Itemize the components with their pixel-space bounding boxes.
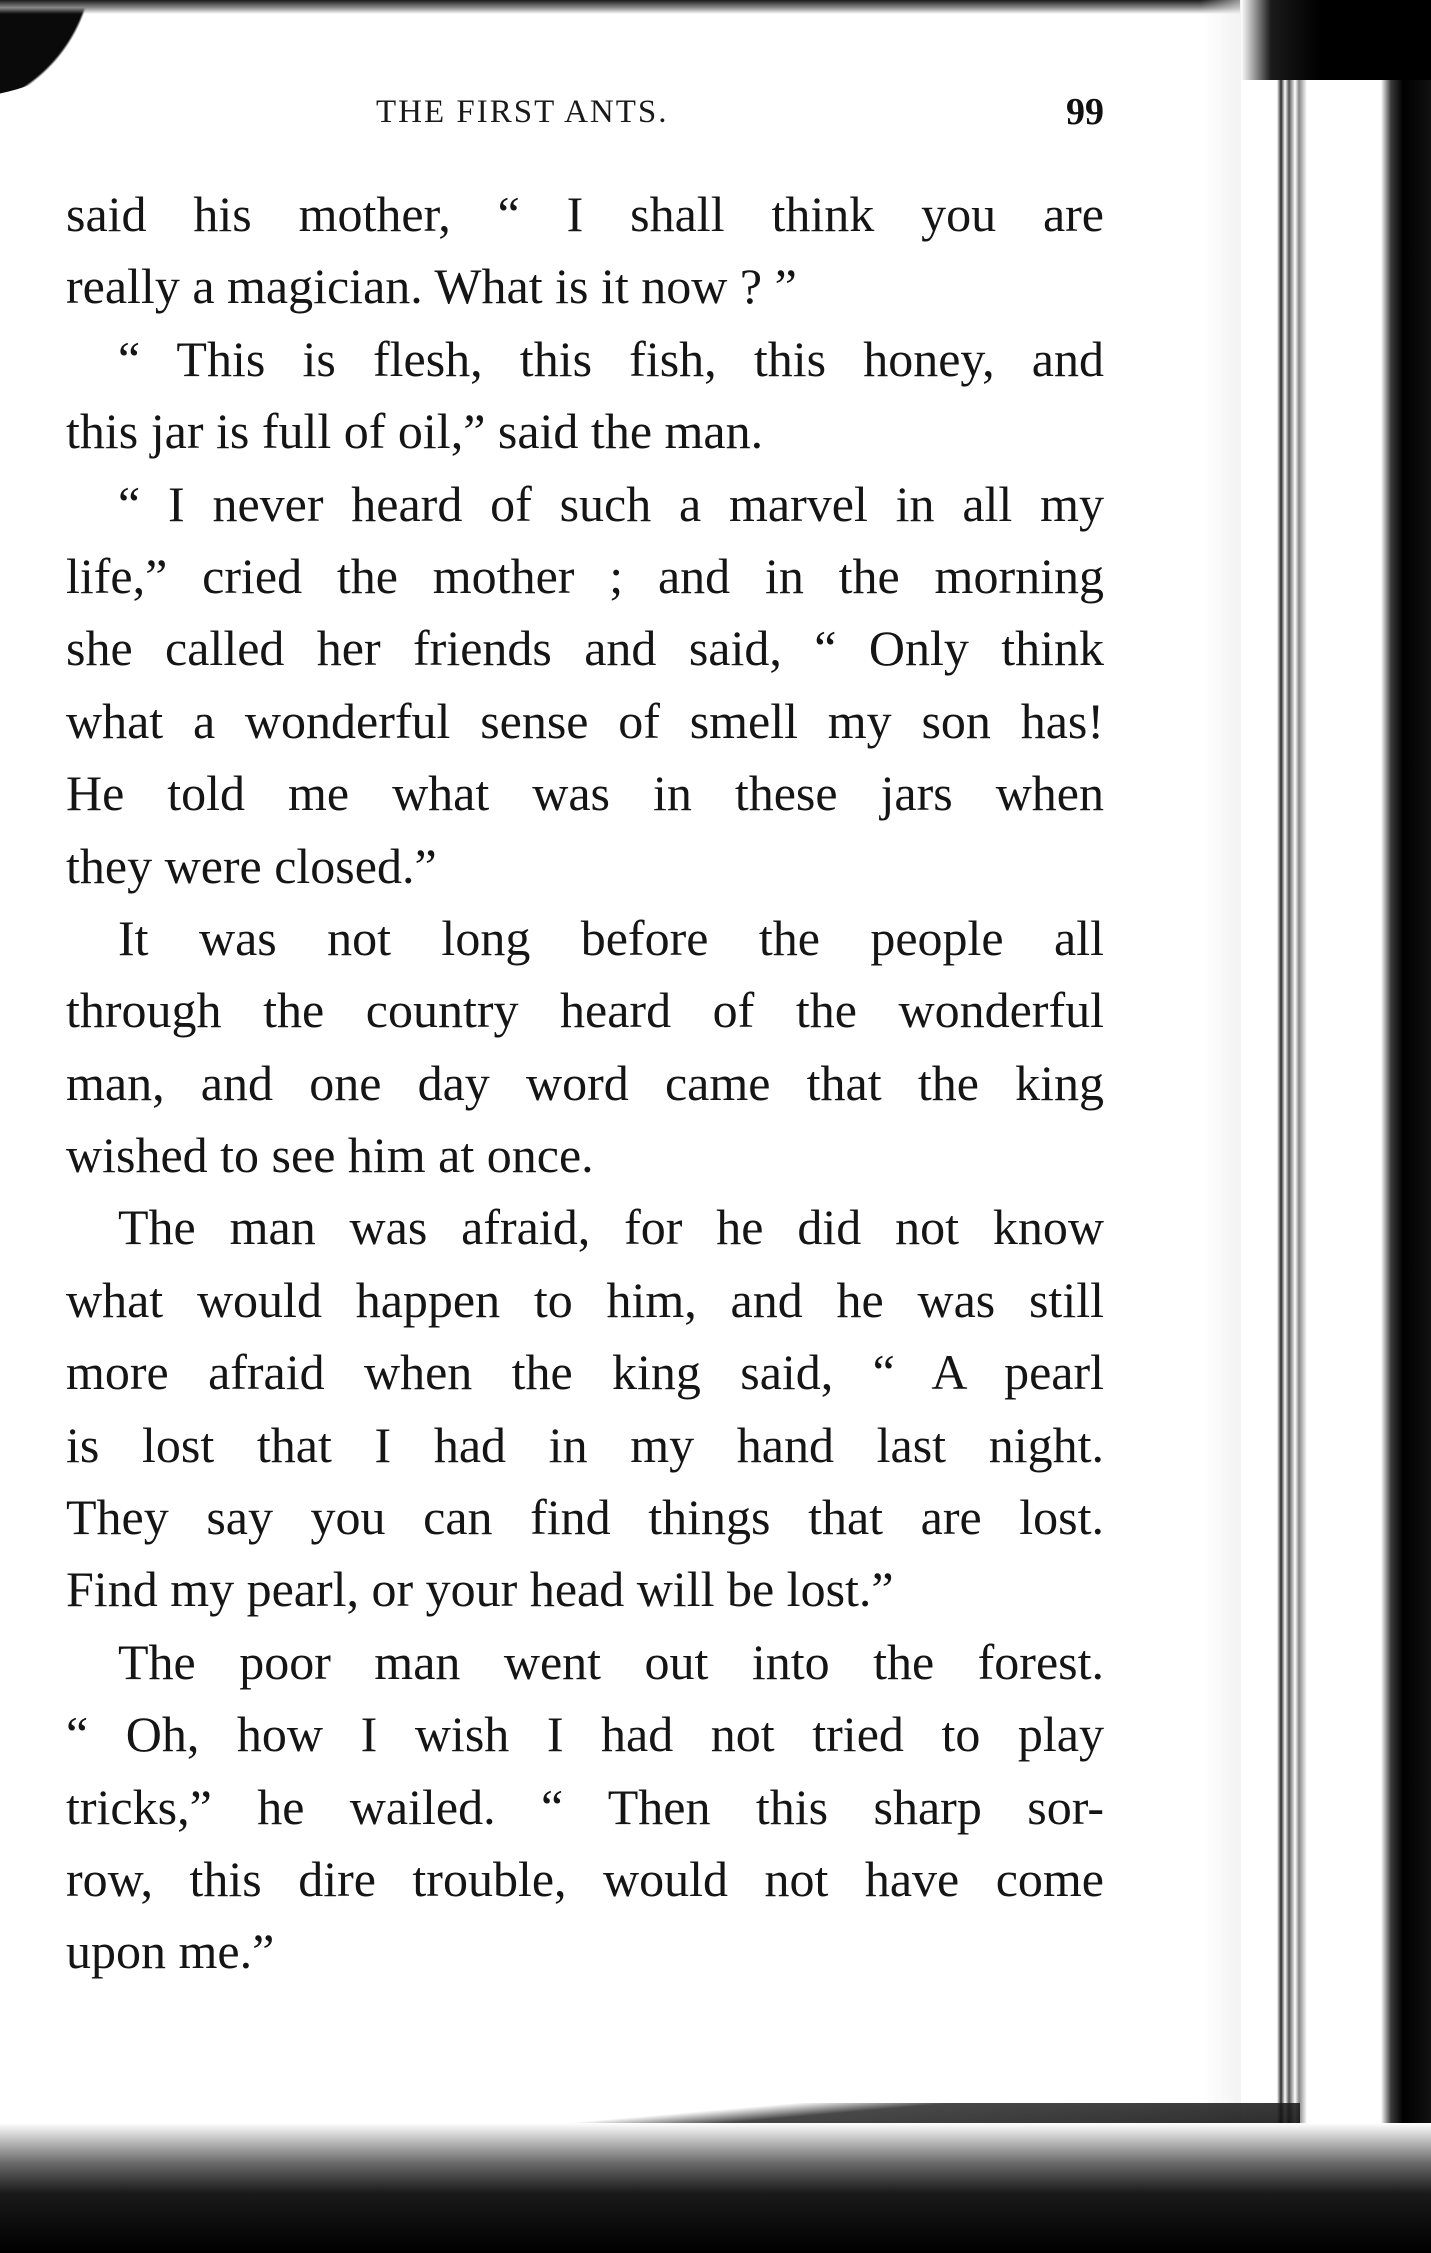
text-line: said his mother, “ I shall think you are (66, 186, 1104, 242)
text-line: she called her friends and said, “ Only think (66, 620, 1104, 677)
text-line: The poor man went out into the forest. (118, 1633, 1104, 1690)
text-line: upon me.” (66, 1923, 275, 1980)
text-line: they were closed.” (66, 837, 437, 894)
running-header (66, 86, 1104, 146)
text-line: is lost that I had in my hand last night. (66, 1416, 1104, 1473)
text-line: He told me what was in these jars when (66, 765, 1104, 822)
text-line: this jar is full of oil,” said the man. (66, 403, 764, 460)
text-line: man, and one day word came that the king (66, 1054, 1104, 1111)
bottom-edge-shadow (0, 2123, 1431, 2253)
page-curl-shadow (0, 0, 140, 100)
text-line: The man was afraid, for he did not know (118, 1199, 1104, 1256)
text-line: what a wonderful sense of smell my son has! (66, 692, 1104, 749)
right-fade (1201, 0, 1241, 2253)
text-line: tricks,” he wailed. “ Then this sharp sor- (66, 1778, 1104, 1835)
text-line: wished to see him at once. (66, 1127, 594, 1184)
top-edge-shadow (0, 0, 1240, 14)
text-line: more afraid when the king said, “ A pearl (66, 1344, 1104, 1401)
text-line: Find my pearl, or your head will be lost.” (66, 1561, 894, 1618)
text-line: really a magician. What is it now ? ” (66, 258, 797, 315)
text-line: “ Oh, how I wish I had not tried to play (66, 1706, 1104, 1763)
binding-top-shadow (1241, 0, 1431, 80)
text-line: “ This is flesh, this fish, this honey, and (118, 330, 1104, 387)
running-title: THE FIRST ANTS. (376, 94, 669, 130)
text-line: life,” cried the mother ; and in the morning (66, 547, 1104, 604)
text-line: through the country heard of the wonderful (66, 982, 1104, 1039)
text-line: It was not long before the people all (118, 909, 1104, 966)
body-text (66, 178, 1104, 1988)
text-line: what would happen to him, and he was still (66, 1271, 1104, 1328)
text-line: They say you can find things that are lost. (66, 1489, 1104, 1546)
text-line: “ I never heard of such a marvel in all my (118, 475, 1104, 532)
page-number: 99 (1066, 91, 1104, 133)
text-line: row, this dire trouble, would not have come (66, 1850, 1104, 1907)
book-binding-edge (1241, 0, 1431, 2253)
